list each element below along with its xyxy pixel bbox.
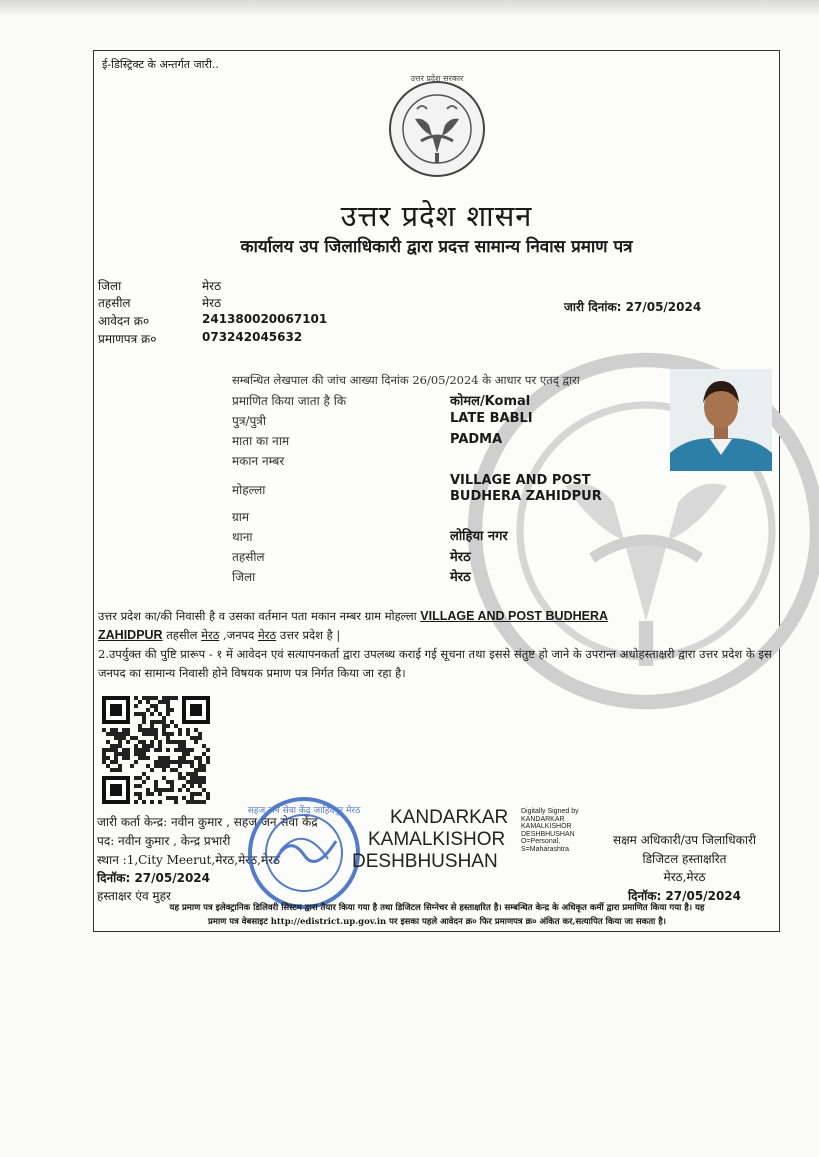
authority-date: दिनॉक: 27/05/2024 (627, 889, 741, 903)
certificate (93, 50, 780, 932)
confirmation-paragraph: 2.उपर्युक्त की पुष्टि प्रारूप - १ में आवेदन एवं सत्यापनकर्ता द्वारा उपलब्ध कराई गई सूचना तथा इससे संतुष्ट हो जाने के उपरान्त अधोहस्ताक्षरी द्वारा उत्तर प्रदेश के इस जनपद का सामान्य निवासी होने विषयक प्रमाण पत्र निर्गत किया जा रहा है। (98, 647, 772, 680)
mohalla-label: मोहल्ला (232, 483, 266, 497)
father-name: LATE BABLI (450, 411, 533, 426)
applicant-name: कोमल/Komal (450, 394, 531, 409)
residence-text-b: तहसील (162, 628, 202, 642)
residence-district: मेरठ (257, 628, 277, 642)
signer-name-line2: KAMALKISHOR (368, 829, 506, 850)
certificate-number: 073242045632 (202, 330, 303, 344)
signer-name-line3: DESHBHUSHAN (352, 851, 498, 872)
authority-place: मेरठ,मेरठ (663, 870, 706, 884)
issue-date: जारी दिनांक: 27/05/2024 (564, 300, 702, 314)
footer-line2: प्रमाण पत्र वेबसाइट http://edistrict.up.gov.in पर इसका पहले आवेदन क्र० फिर प्रमाणपत्र क्र० अंकित कर,सत्यापित किया जा सकता है। (208, 917, 666, 927)
district-value: मेरठ (202, 279, 222, 293)
residence-paragraph (98, 607, 776, 645)
svg-text:सहज जन सेवा केंद्र जाहिदपुर मे: सहज जन सेवा केंद्र जाहिदपुर मेरठ (247, 806, 361, 816)
residence-text-a: उत्तर प्रदेश का/की निवासी है व उसका वर्तमान पता मकान नम्बर ग्राम मोहल्ला (98, 609, 421, 623)
residence-tehsil: मेरठ (201, 628, 220, 642)
house-label: मकान नम्बर (232, 454, 285, 468)
page-subtitle: कार्यालय उप जिलाधिकारी द्वारा प्रदत्त सामान्य निवास प्रमाण पत्र (240, 237, 633, 257)
intro-line: सम्बन्धित लेखपाल की जांच आख्या दिनांक 26/05/2024 के आधार पर एतद् द्वारा (232, 373, 580, 387)
footer-note (98, 901, 776, 929)
field-district-value: मेरठ (450, 570, 471, 585)
mohalla-value-line1: VILLAGE AND POST (450, 473, 591, 488)
authority-digital: डिजिटल हस्ताक्षरित (642, 852, 727, 866)
certificate-label: प्रमाणपत्र क्र० (98, 332, 157, 346)
issuer-sign-seal: हस्ताक्षर एंव मुहर (97, 889, 171, 903)
residence-text-c: ,जनपद (219, 628, 258, 642)
digital-signature-info: Digitally Signed by KANDARKAR KAMALKISHOR DESHBHUSHAN O=Personal, S=Maharashtra (521, 808, 579, 853)
signer-name-line1: KANDARKAR (390, 807, 509, 828)
edistrict-note: ई-डिस्ट्रिक्ट के अन्तर्गत जारी.. (102, 58, 219, 71)
center-seal-stamp (244, 793, 364, 913)
district-label: जिला (98, 279, 122, 293)
footer-line1: यह प्रमाण पत्र इलेक्ट्रानिक डिलिवरी सिस्टम द्वारा तैयार किया गया है तथा डिजिटल सिग्नेचर से हस्ताक्षरित है। सम्बन्धित केन्द्र के अधिकृत कर्मी द्वारा प्रमाणित किया गया है। यह (169, 903, 705, 913)
field-tehsil-value: मेरठ (450, 550, 471, 565)
qr-code (102, 696, 210, 804)
up-government-emblem-icon (387, 79, 487, 179)
village-label: ग्राम (232, 510, 250, 524)
issuer-place: स्थान :1,City Meerut,मेरठ,मेरठ,मेरठ (97, 853, 280, 867)
mother-label: माता का नाम (232, 434, 290, 448)
application-label: आवेदन क्र० (98, 314, 150, 328)
page-title: उत्तर प्रदेश शासन (340, 199, 533, 233)
police-station: लोहिया नगर (450, 529, 508, 544)
police-label: थाना (232, 530, 253, 544)
address-link-1: VILLAGE AND POST BUDHERA (420, 609, 609, 623)
child-of-label: पुत्र/पुत्री (232, 414, 267, 428)
applicant-photo (670, 369, 772, 471)
mohalla-value-line2: BUDHERA ZAHIDPUR (450, 489, 602, 504)
emblem-caption: उत्तर प्रदेश सरकार (410, 74, 464, 83)
tehsil-value: मेरठ (202, 296, 222, 310)
issuer-date: दिनॉक: 27/05/2024 (97, 871, 211, 885)
certified-label: प्रमाणित किया जाता है कि (232, 394, 347, 408)
field-district-label: जिला (232, 570, 256, 584)
scan-edge (0, 0, 819, 14)
field-tehsil-label: तहसील (232, 550, 265, 564)
issuer-post: पद: नवीन कुमार , केन्द्र प्रभारी (97, 834, 231, 848)
application-number: 241380020067101 (202, 312, 328, 326)
mother-name: PADMA (450, 432, 503, 447)
residence-text-d: उत्तर प्रदेश है | (276, 628, 341, 642)
authority-title: सक्षम अधिकारी/उप जिलाधिकारी (612, 833, 757, 847)
tehsil-label: तहसील (98, 296, 131, 310)
issuer-center: जारी कर्ता केन्द्र: नवीन कुमार , सहज जन सेवा केंद्र (97, 815, 318, 829)
address-link-2: ZAHIDPUR (98, 628, 163, 642)
